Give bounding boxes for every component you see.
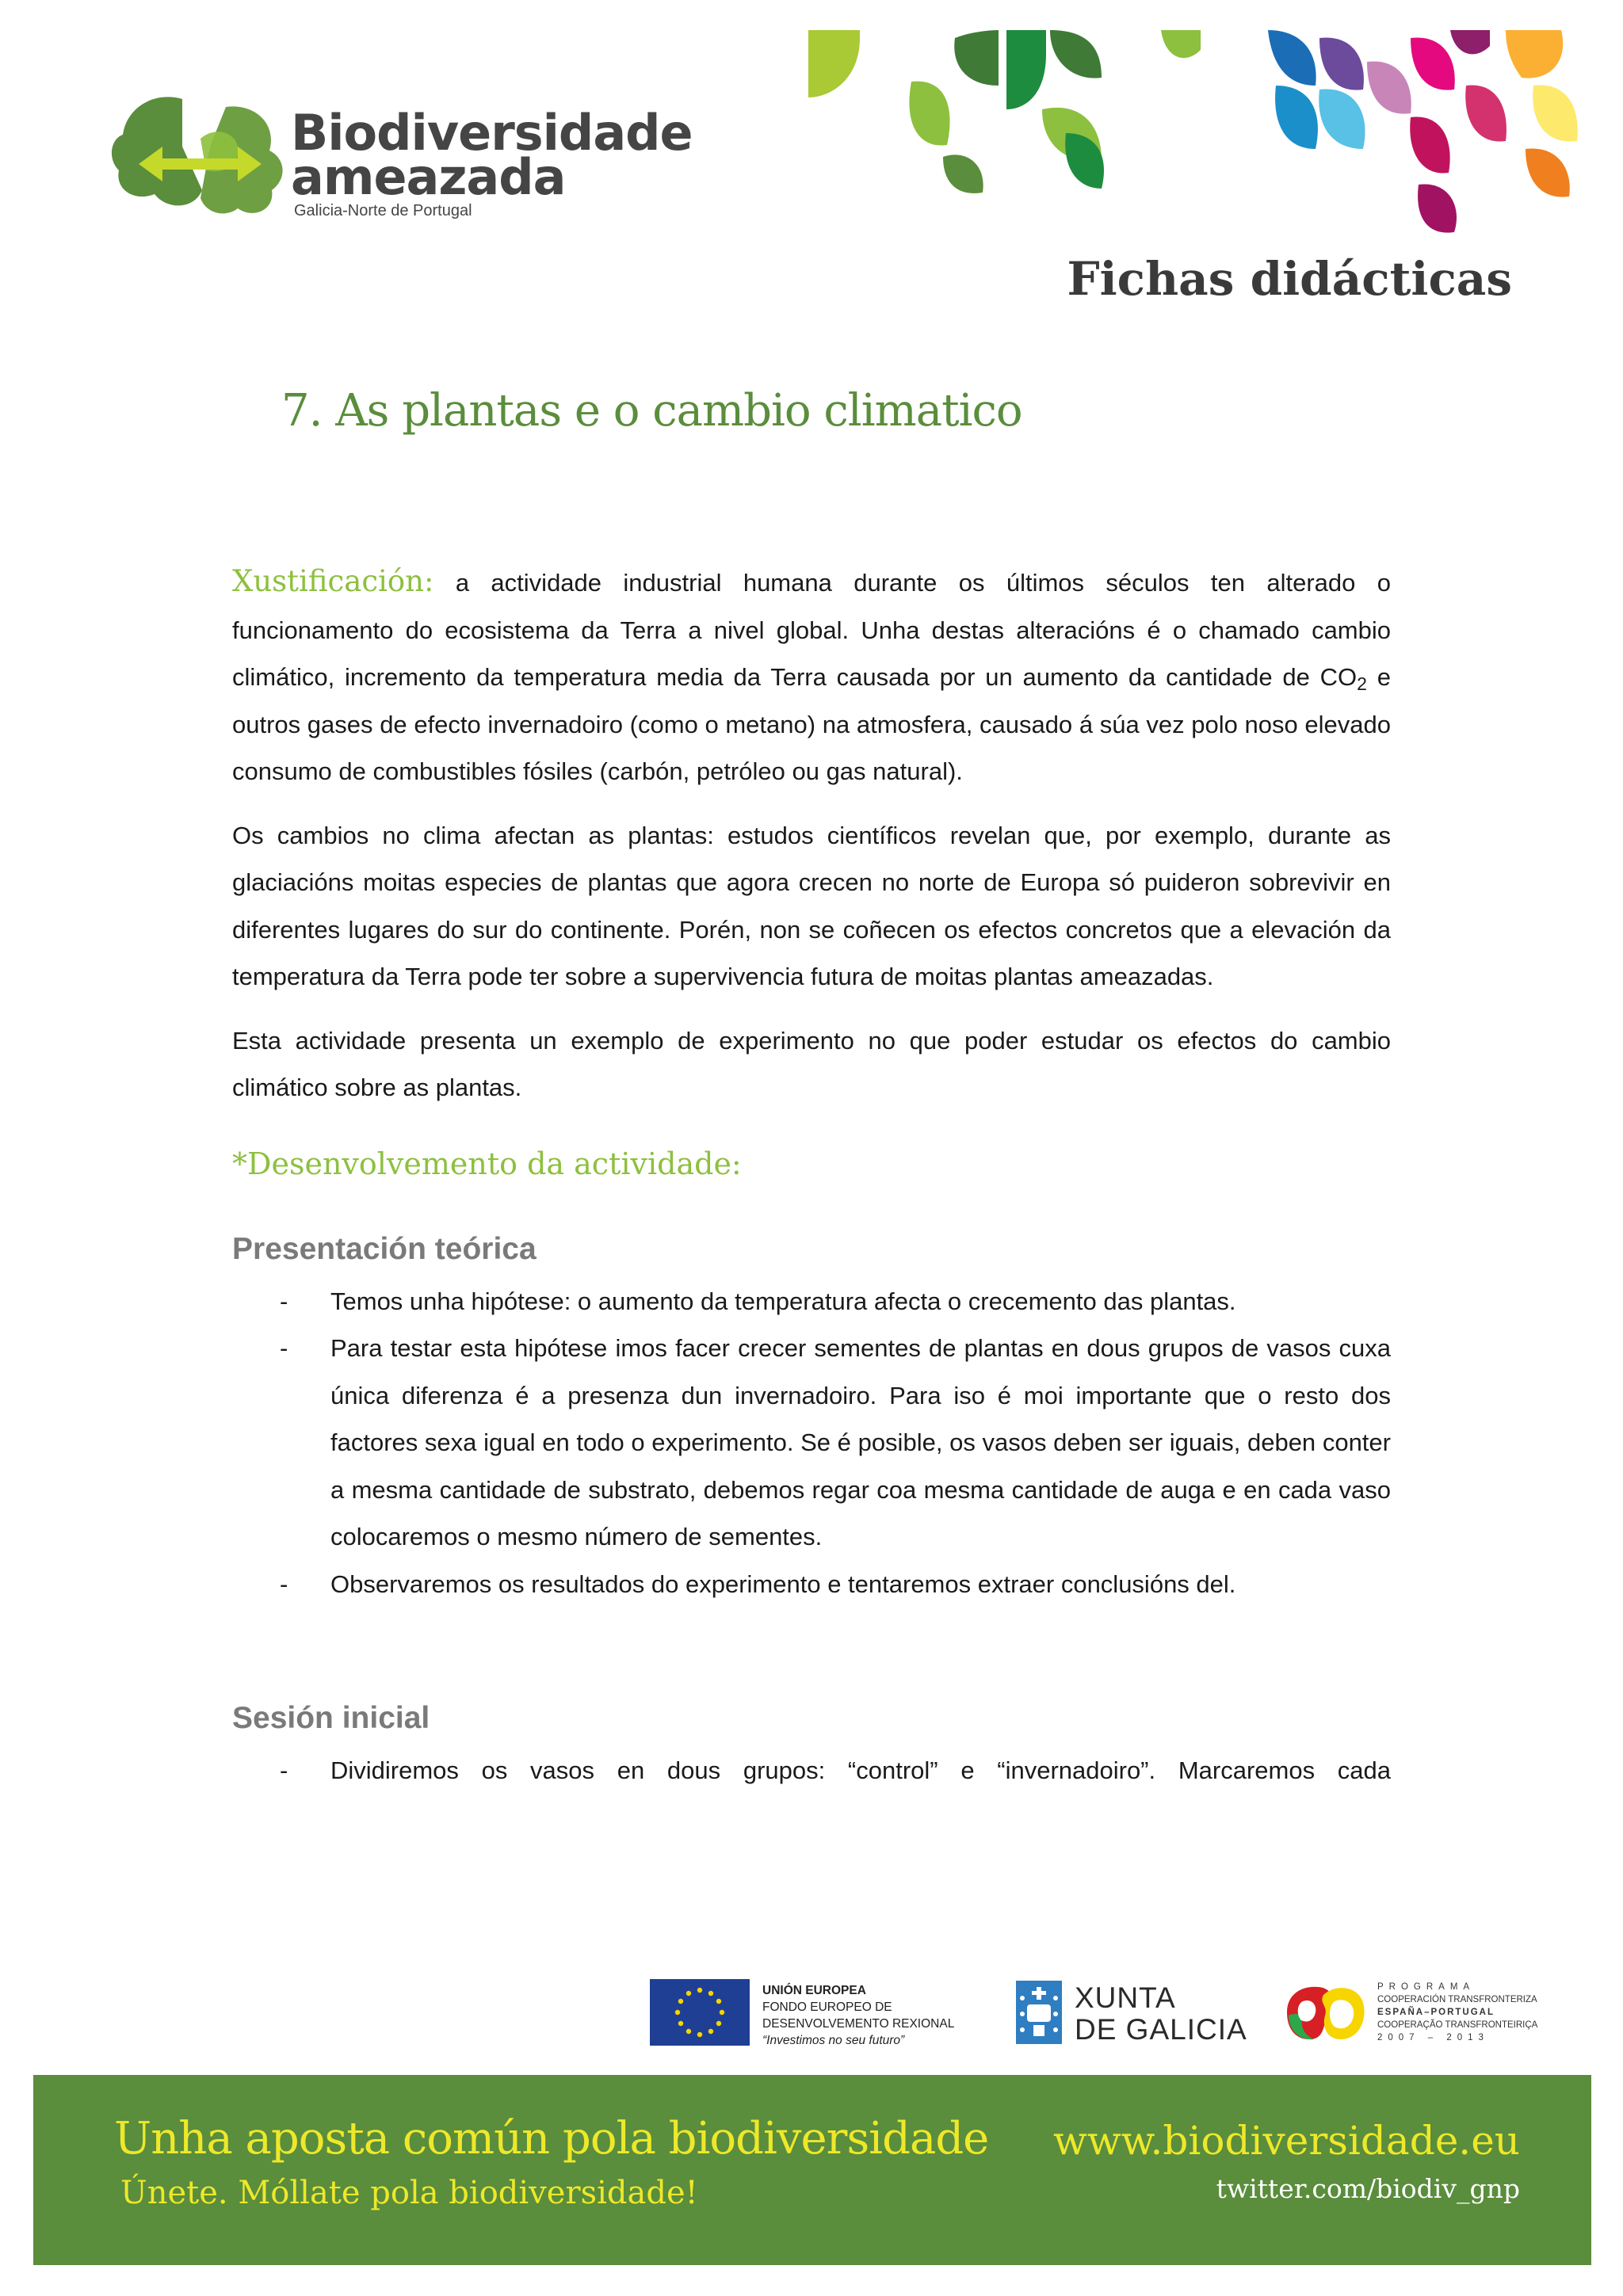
co2-subscript: 2 — [1357, 673, 1367, 694]
decorative-petals — [808, 30, 1593, 244]
bullet-dash: - — [280, 1287, 288, 1315]
co2-base: CO — [1319, 663, 1358, 691]
footer-banner — [33, 2075, 1591, 2265]
eu-funding-text: UNIÓN EUROPEA FONDO EUROPEO DE DESENVOLVEMENTO REXIONAL “Investimos no seu futuro” — [762, 1984, 955, 2047]
list-item: - Observaremos os resultados do experimento e tentaremos extraer conclusións del. — [232, 1561, 1391, 1608]
bullet-dash: - — [280, 1756, 288, 1784]
document-title: 7. As plantas e o cambio climatico — [281, 385, 1022, 437]
poctep-logo-icon — [1279, 1979, 1371, 2046]
footer-slogan: Unha aposta común pola biodiversidade — [114, 2113, 989, 2164]
xunta-text: XUNTA DE GALICIA — [1075, 1981, 1247, 2046]
logo-title-line2: ameazada — [291, 148, 566, 206]
footer-twitter-link[interactable]: twitter.com/biodiv_gnp — [1216, 2173, 1520, 2204]
series-title: Fichas didácticas — [1067, 252, 1512, 306]
list-item: - Temos unha hipótese: o aumento da temperatura afecta o crecemento das plantas. — [232, 1278, 1391, 1325]
justification-text-part2: e outros gases de efecto invernadoiro (como o metano) na atmosfera, causado á súa vez polo noso elevado consumo de combustibles fósiles (carbón, petróleo ou gas natural). — [232, 663, 1391, 785]
justification-text-part1: a actividade industrial humana durante os últimos séculos ten alterado o funcionamento do ecosistema da Terra a nivel global. Unha destas alteracións é o chamado cambio climático, incremento da temperatura media da Terra causada por un aumento da cantidade de — [232, 569, 1391, 691]
list-item: - Dividiremos os vasos en dous grupos: “control” e “invernadoiro”. Marcaremos cada — [232, 1747, 1391, 1794]
poctep-programme-text: PROGRAMA COOPERACIÓN TRANSFRONTERIZA ESPAÑA–PORTUGAL COOPERAÇÃO TRANSFRONTEIRIÇA 2007 – 2013 — [1377, 1982, 1538, 2042]
bullet-dash: - — [280, 1334, 288, 1362]
partner-logos — [0, 1965, 1623, 2052]
presentation-list — [232, 1278, 1391, 1608]
logo-tagline: Galicia-Norte de Portugal — [294, 202, 472, 219]
justification-label: Xustificación: — [232, 564, 434, 598]
initial-session-list — [232, 1747, 1391, 1794]
eu-flag-icon — [650, 1979, 750, 2046]
subheading-presentation: Presentación teórica — [232, 1231, 537, 1266]
section-heading-development: *Desenvolvemento da actividade: — [232, 1146, 742, 1181]
bullet-dash: - — [280, 1569, 288, 1598]
project-logo — [107, 91, 693, 226]
leaf-logo-icon — [107, 91, 291, 226]
document-body — [232, 558, 1391, 1794]
justification-paragraph — [232, 558, 1391, 795]
subheading-initial-session: Sesión inicial — [232, 1701, 430, 1735]
list-item: - Para testar esta hipótese imos facer crecer sementes de plantas en dous grupos de vasos cuxa única diferenza é a presenza dun invernadoiro. Para iso é moi importante que o resto dos factores sexa igual en todo o experimento. Se é posible, os vasos deben ser iguais, deben conter a mesma cantidade de substrato, debemos regar coa mesma cantidade de auga e en cada vaso colocaremos o mesmo número de sementes. — [232, 1325, 1391, 1561]
paragraph-activity-summary: Esta actividade presenta un exemplo de experimento no que poder estudar os efectos do cambio climático sobre as plantas. — [232, 1026, 1391, 1101]
footer-website-link[interactable]: www.biodiversidade.eu — [1053, 2118, 1520, 2164]
paragraph-climate-effects: Os cambios no clima afectan as plantas: estudos científicos revelan que, por exemplo, durante as glaciacións moitas especies de plantas que agora crecen no norte de Europa só puideron sobrevivir en diferentes lugares do sur do continente. Porén, non se coñecen os efectos concretos que a elevación da temperatura da Terra pode ter sobre a supervivencia futura de moitas plantas ameazadas. — [232, 821, 1391, 990]
xunta-emblem-icon — [1016, 1981, 1062, 2044]
footer-slogan-secondary: Únete. Móllate pola biodiversidade! — [120, 2175, 698, 2211]
logo-title-line1: Biodiversidade — [291, 104, 693, 162]
